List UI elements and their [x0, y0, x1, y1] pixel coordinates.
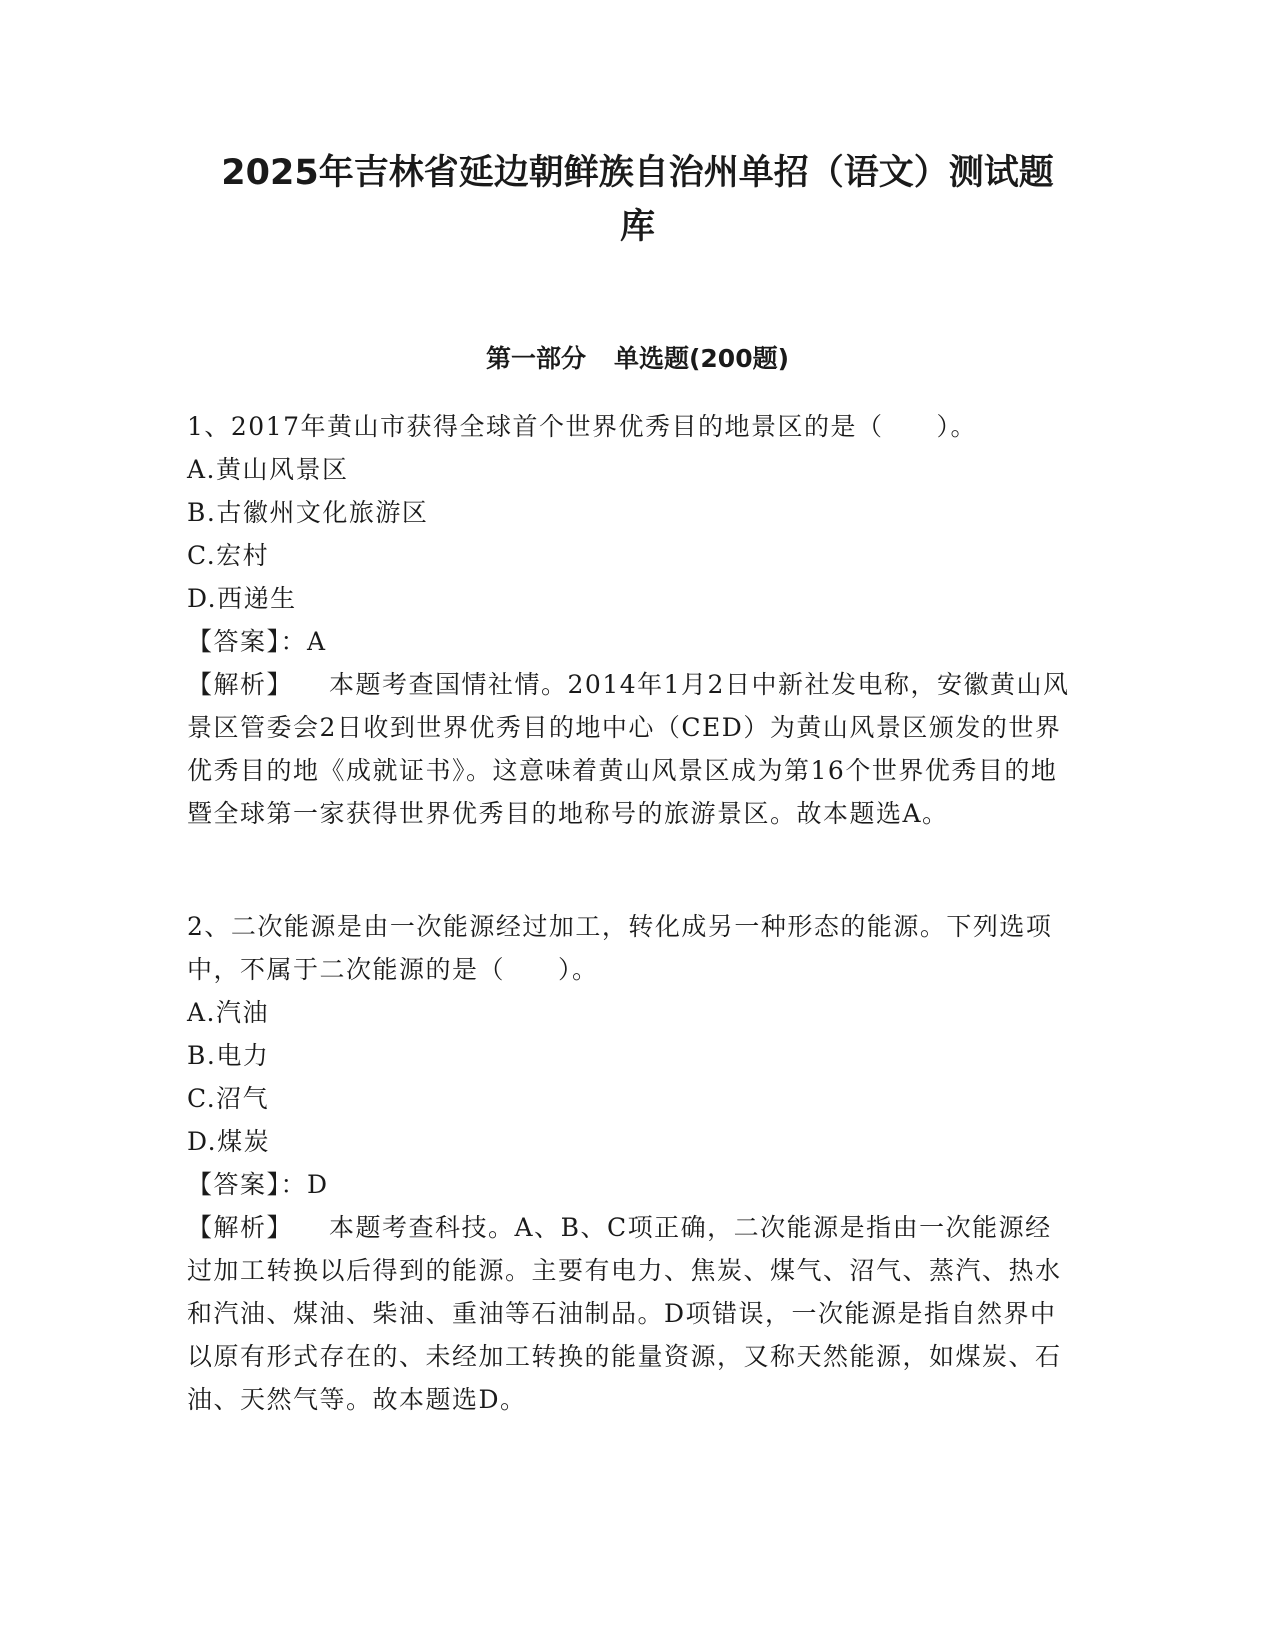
- option-d: D.煤炭: [187, 1127, 271, 1156]
- document-title: [160, 146, 1115, 254]
- section-title: 单选题(200题): [613, 344, 790, 373]
- question-1: [187, 405, 1077, 835]
- option-b: B.电力: [187, 1041, 270, 1070]
- option-b: B.古徽州文化旅游区: [187, 498, 429, 527]
- section-heading: [160, 342, 1115, 376]
- answer-value: D: [307, 1170, 329, 1199]
- section-label: 第一部分: [485, 344, 586, 373]
- analysis-label: 【解析】: [187, 1213, 294, 1242]
- answer-row: [187, 620, 1077, 663]
- answer-label: 【答案】：: [187, 1170, 308, 1199]
- document-title-line-1: 2025年吉林省延边朝鲜族自治州单招（语文）测试题: [221, 153, 1054, 193]
- analysis-text: 本题考查国情社情。2014年1月2日中新社发电称，安徽黄山风景区管委会2日收到世界优秀目的地中心（CED）为黄山风景区颁发的世界优秀目的地《成就证书》。这意味着黄山风景区成为第16个世界优秀目的地暨全球第一家获得世界优秀目的地称号的旅游景区。故本题选A。: [187, 670, 1070, 828]
- analysis-text: 本题考查科技。A、B、C项正确，二次能源是指由一次能源经过加工转换以后得到的能源。主要有电力、焦炭、煤气、沼气、蒸汽、热水和汽油、煤油、柴油、重油等石油制品。D项错误，一次能源是指自然界中以原有形式存在的、未经加工转换的能量资源，又称天然能源，如煤炭、石油、天然气等。故本题选D。: [187, 1213, 1062, 1414]
- option-d: D.西递生: [187, 584, 297, 613]
- analysis-row: [187, 663, 1077, 835]
- option-c: C.沼气: [187, 1084, 270, 1113]
- analysis-label: 【解析】: [187, 670, 294, 699]
- answer-row: [187, 1163, 1077, 1206]
- option-a: A.黄山风景区: [187, 455, 349, 484]
- document-title-line-2: 库: [619, 207, 655, 247]
- option-c: C.宏村: [187, 541, 270, 570]
- question-stem: 2、二次能源是由一次能源经过加工，转化成另一种形态的能源。下列选项中，不属于二次能源的是（ ）。: [187, 912, 1053, 984]
- question-2: [187, 905, 1077, 1421]
- analysis-row: [187, 1206, 1077, 1421]
- option-a: A.汽油: [187, 998, 270, 1027]
- answer-value: A: [307, 627, 327, 656]
- question-stem: 1、2017年黄山市获得全球首个世界优秀目的地景区的是（ ）。: [187, 412, 978, 441]
- answer-label: 【答案】：: [187, 627, 308, 656]
